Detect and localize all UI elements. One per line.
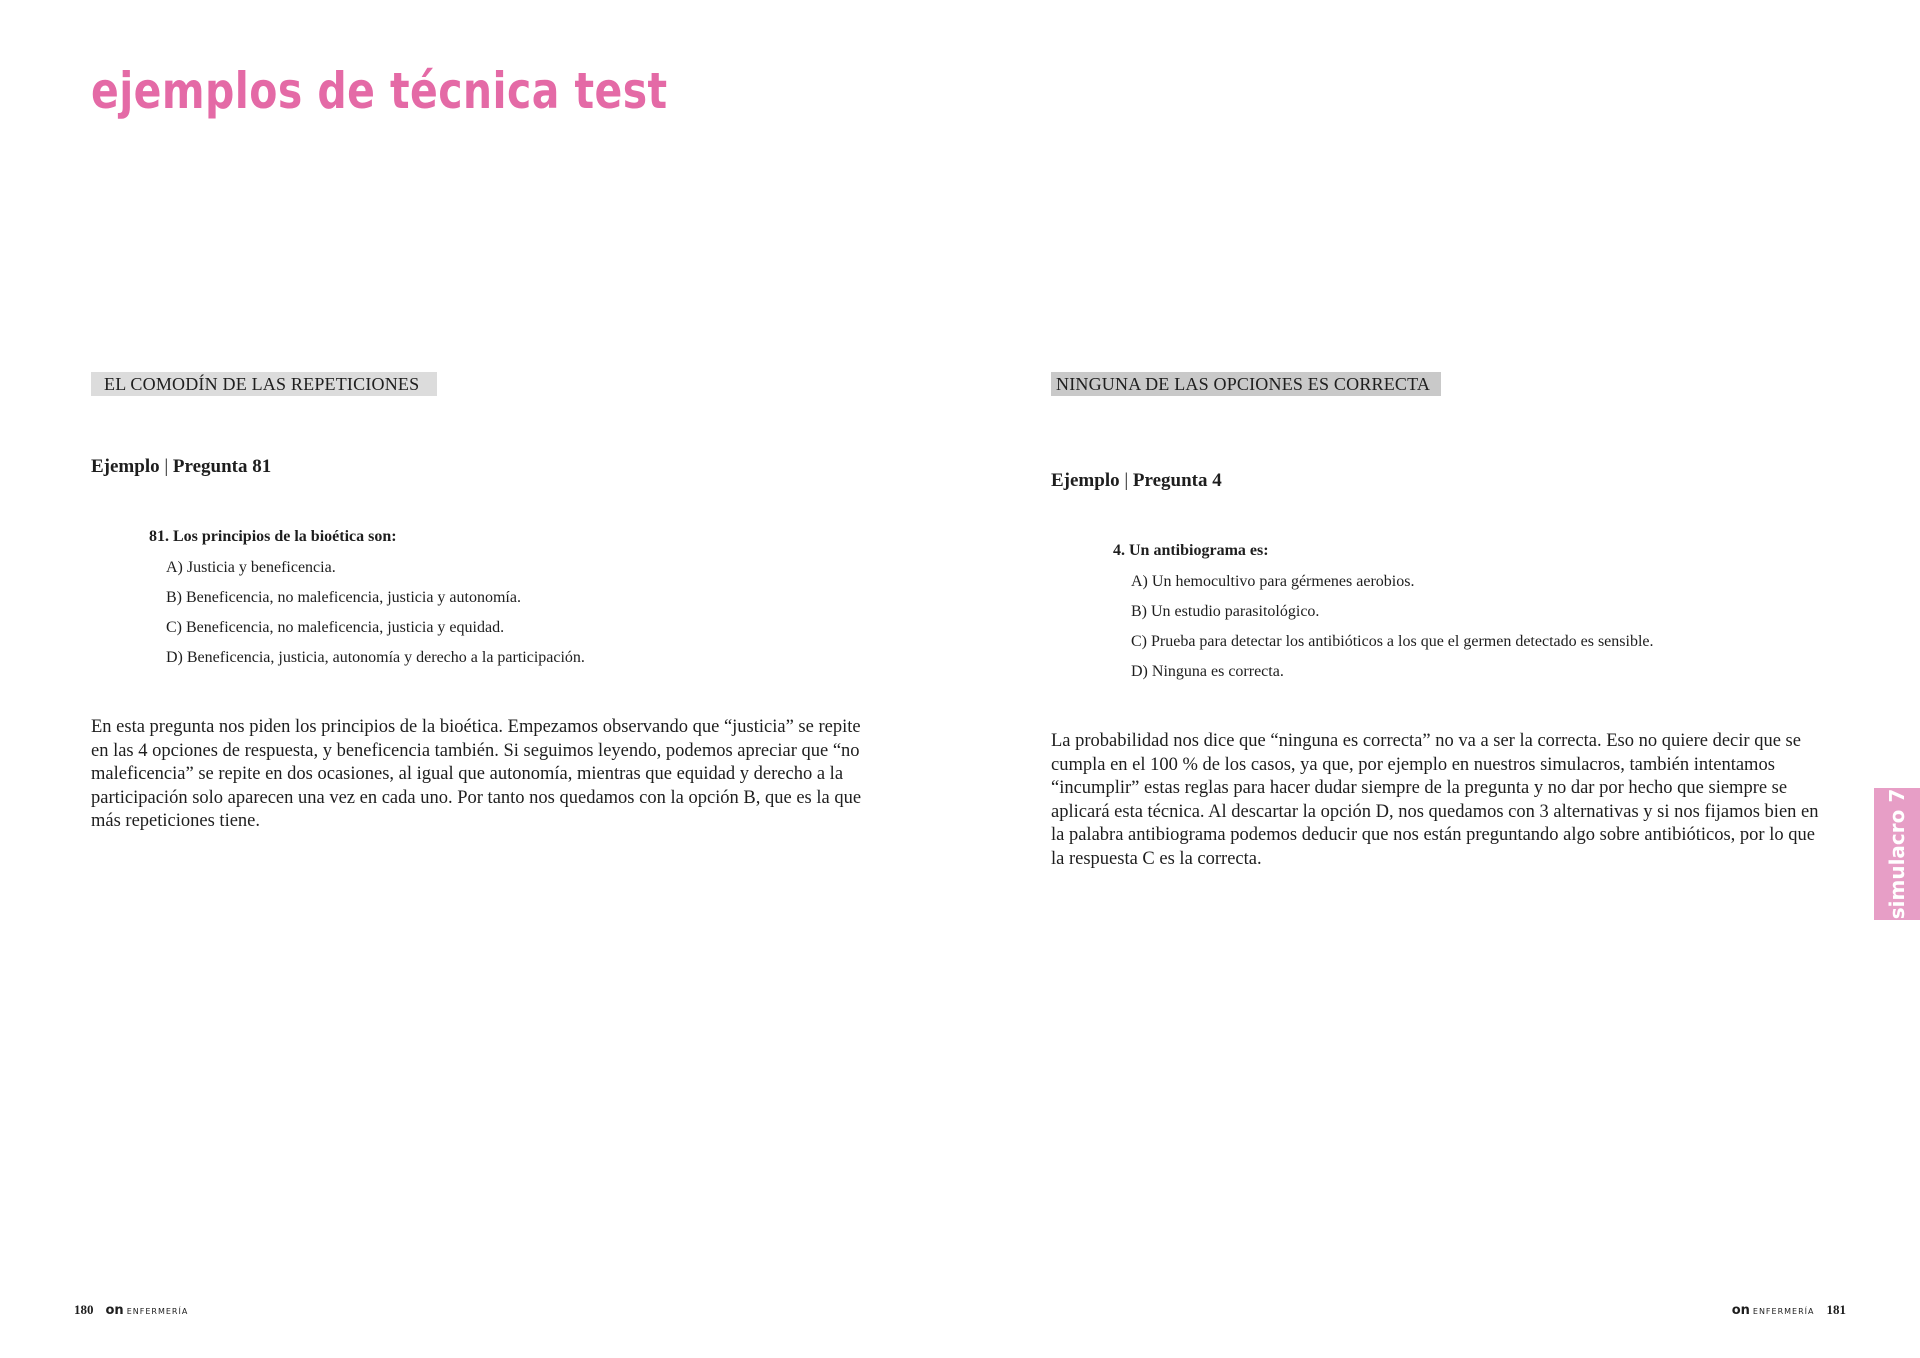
brand-on: on (105, 1303, 124, 1318)
option-a: A) Un hemocultivo para gérmenes aerobios. (1131, 573, 1415, 590)
option-c: C) Prueba para detectar los antibióticos a los que el germen detectado es sensible. (1131, 633, 1654, 650)
page-title: ejemplos de técnica test (91, 62, 668, 120)
option-d: D) Ninguna es correcta. (1131, 663, 1284, 680)
footer-right (1732, 1302, 1846, 1318)
brand-name: ENFERMERÍA (1752, 1307, 1815, 1316)
page-number-right: 181 (1826, 1302, 1846, 1317)
option-b: B) Un estudio parasitológico. (1131, 603, 1320, 620)
brand-logo (106, 1303, 189, 1318)
question-ref: Pregunta 81 (172, 456, 272, 477)
option-d: D) Beneficencia, justicia, autonomía y derecho a la participación. (166, 649, 585, 666)
example-heading-left (91, 456, 271, 478)
option-list-81 (166, 553, 585, 673)
brand-on: on (1731, 1303, 1750, 1318)
option-b: B) Beneficencia, no maleficencia, justicia y autonomía. (166, 589, 521, 606)
example-word: Ejemplo (1051, 470, 1120, 491)
chapter-side-tab (1874, 788, 1920, 920)
question-ref: Pregunta 4 (1132, 470, 1222, 491)
brand-name: ENFERMERÍA (126, 1307, 189, 1316)
heading-separator: | (1124, 470, 1129, 491)
question-stem-4: 4. Un antibiograma es: (1113, 542, 1269, 559)
explanation-left: En esta pregunta nos piden los principios de la bioética. Empezamos observando que “justicia” se repite en las 4 opciones de respuesta, y beneficencia también. Si seguimos leyendo, podemos apreciar que “no maleficencia” se repite en dos ocasiones, al igual que autonomía, mientras que equidad y derecho a la participación solo aparecen una vez en cada uno. Por tanto nos quedamos con la opción B, que es la que más repeticiones tiene. (91, 717, 862, 831)
explanation-right: La probabilidad nos dice que “ninguna es correcta” no va a ser la correcta. Eso no quiere decir que se cumpla en el 100 % de los casos, ya que, por ejemplo en nuestros simulacros, también intentamos “incumplir” estas reglas para hacer dudar siempre de la pregunta y no dar por hecho que siempre se aplicará esta técnica. Al descartar la opción D, nos quedamos con 3 alternativas y si nos fijamos bien en la palabra antibiograma podemos deducir que nos están preguntando algo sobre antibióticos, por lo que la respuesta C es la correcta. (1051, 731, 1819, 869)
brand-logo (1732, 1303, 1815, 1318)
question-stem-81: 81. Los principios de la bioética son: (149, 528, 397, 545)
footer-left (74, 1302, 188, 1318)
chapter-side-tab-label: simulacro 7 (1885, 788, 1909, 920)
page-number-left: 180 (74, 1302, 94, 1317)
heading-separator: | (164, 456, 169, 477)
option-list-4 (1131, 567, 1653, 687)
section-label-ninguna: NINGUNA DE LAS OPCIONES ES CORRECTA (1051, 372, 1441, 396)
option-a: A) Justicia y beneficencia. (166, 559, 336, 576)
section-label-repeticiones: EL COMODÍN DE LAS REPETICIONES (91, 372, 437, 396)
example-word: Ejemplo (91, 456, 160, 477)
option-c: C) Beneficencia, no maleficencia, justicia y equidad. (166, 619, 505, 636)
example-heading-right (1051, 470, 1222, 492)
